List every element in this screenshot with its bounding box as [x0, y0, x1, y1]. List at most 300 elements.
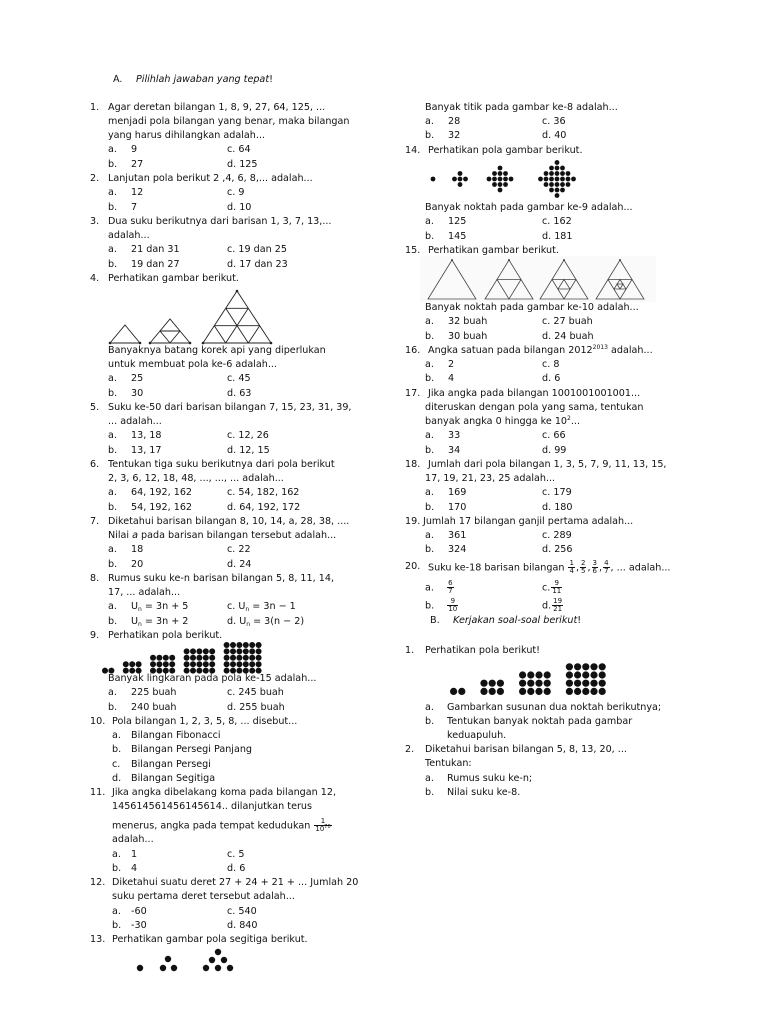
section-b-title	[453, 615, 581, 627]
section-b-letter: B.	[430, 615, 440, 626]
exponent: 2	[567, 415, 571, 422]
pattern-circle	[209, 655, 215, 661]
pattern-dot	[544, 671, 551, 678]
pattern-dot	[431, 177, 436, 182]
pattern-dot	[480, 688, 487, 695]
option-label: a.	[425, 216, 434, 227]
pattern-circle	[249, 642, 255, 648]
option-value: 34	[448, 445, 461, 456]
pattern-dot	[535, 680, 542, 687]
option-c: c. 54, 182, 162	[227, 487, 300, 498]
option-value: 169	[448, 487, 467, 498]
pattern-circle	[256, 655, 262, 661]
option-d: d. 64, 192, 172	[227, 502, 301, 513]
triangle-dot-pattern-figure	[130, 948, 250, 976]
numerator: 9	[554, 579, 560, 587]
question-number: 12.	[90, 877, 106, 888]
question-text: 2, 3, 6, 12, 18, 48, ..., ..., ... adalah...	[108, 473, 284, 484]
option-c: c. 12, 26	[227, 430, 269, 441]
question-text: ... adalah...	[108, 416, 162, 427]
pattern-dot	[498, 188, 503, 193]
option-b	[425, 598, 459, 615]
pattern-circle	[256, 642, 262, 648]
option-label: a.	[425, 582, 434, 594]
pattern-circle	[150, 655, 156, 661]
option-value: 25	[131, 373, 144, 384]
option-label: b.	[108, 502, 118, 513]
question-text: diteruskan dengan pola yang sama, tentukan	[425, 402, 644, 413]
pattern-dot	[549, 171, 554, 176]
pattern-circle	[249, 655, 255, 661]
option-value: 2	[448, 359, 455, 370]
pattern-circle	[123, 661, 129, 667]
question-number: 8.	[90, 573, 100, 584]
u-symbol: U	[131, 616, 139, 627]
option-d: d. 256	[542, 544, 573, 555]
pattern-dot	[489, 688, 496, 695]
option-value: 54, 192, 162	[131, 502, 193, 513]
pattern-dot	[566, 671, 573, 678]
question-number: 7.	[90, 516, 100, 527]
pattern-circle	[249, 661, 255, 667]
question-text: Diketahui barisan bilangan 8, 10, 14, a, 28, 38, ....	[108, 516, 350, 527]
denominator: 6	[592, 567, 598, 575]
pattern-dot	[519, 680, 526, 687]
pattern-circle	[184, 655, 190, 661]
option-value: 18	[131, 544, 144, 555]
u-symbol: d. U	[227, 616, 247, 627]
option-label: b.	[425, 716, 435, 727]
section-a-letter: A.	[113, 74, 123, 85]
pattern-dot	[560, 188, 565, 193]
option-a	[425, 580, 455, 597]
option-value: 27	[131, 159, 144, 170]
pattern-circle	[203, 655, 209, 661]
question-number: 9.	[90, 630, 100, 641]
pattern-circle	[136, 661, 142, 667]
formula: = 3n + 2	[141, 616, 189, 627]
pattern-dot	[519, 688, 526, 695]
option-value: 30 buah	[448, 331, 488, 342]
pattern-dot	[549, 166, 554, 171]
option-label: a.	[112, 906, 121, 917]
nested-triangle-figure	[420, 256, 656, 302]
question-text	[112, 818, 333, 833]
fraction	[447, 598, 458, 613]
pattern-dot	[549, 177, 554, 182]
option-label: a.	[425, 316, 434, 327]
question-text: Tentukan tiga suku berikutnya dari pola berikut	[108, 459, 335, 470]
pattern-dot	[497, 680, 504, 687]
option-value: 21 dan 31	[131, 244, 180, 255]
pattern-dot	[566, 663, 573, 670]
option-label: a.	[108, 144, 117, 155]
option-label: a.	[112, 730, 121, 741]
question-text: Diketahui suatu deret 27 + 24 + 21 + ... Jumlah 20	[112, 877, 359, 888]
question-text: Agar deretan bilangan 1, 8, 9, 27, 64, 125, ...	[108, 102, 326, 113]
question-text: Suku ke-18 barisan bilangan $\frac{1}{4}$ , $\frac{2}{5}$ , $\frac{3}{6}$ , $\frac{4}{7}$ , ... adalah...	[428, 559, 671, 575]
pattern-circle	[169, 661, 175, 667]
pattern-circle	[163, 661, 169, 667]
pattern-dot	[574, 688, 581, 695]
text-part: adalah...	[607, 345, 653, 356]
fraction	[580, 560, 586, 575]
denominator	[314, 825, 331, 833]
pattern-circle	[190, 661, 196, 667]
option-value: 225 buah	[131, 687, 177, 698]
option-label: b.	[425, 445, 435, 456]
option-d: d. 840	[227, 920, 258, 931]
text-part: ...	[570, 416, 581, 427]
option-label: c.	[112, 759, 121, 770]
option-label: a.	[425, 430, 434, 441]
option-label: b.	[425, 787, 435, 798]
pattern-dot	[555, 166, 560, 171]
text-part: Nilai	[108, 530, 133, 541]
numerator: 1	[569, 559, 574, 567]
option-d: d. 255 buah	[227, 702, 285, 713]
pattern-dot	[582, 688, 589, 695]
option-d	[227, 616, 304, 628]
pattern-circle	[203, 648, 209, 654]
denominator: 21	[553, 605, 563, 613]
question-number: 20.	[405, 561, 421, 572]
pattern-circle	[224, 648, 230, 654]
pattern-circle	[156, 661, 162, 667]
pattern-dot	[519, 671, 526, 678]
numerator: 2	[581, 559, 586, 567]
option-value: Tentukan banyak noktah pada gambar	[447, 716, 633, 727]
option-value: -30	[131, 920, 147, 931]
option-label: a.	[425, 487, 434, 498]
pattern-dot	[549, 188, 554, 193]
formula: = 3(n − 2)	[250, 616, 305, 627]
fraction	[592, 560, 598, 575]
pattern-dot	[574, 671, 581, 678]
pattern-dot	[450, 688, 457, 695]
option-label: b.	[112, 863, 122, 874]
option-value: 28	[448, 116, 461, 127]
option-c: c. 9	[227, 187, 245, 198]
pattern-dot	[566, 680, 573, 687]
u-symbol: c. U	[227, 601, 246, 612]
pattern-dot	[544, 171, 549, 176]
circle-rectangle-pattern-figure	[100, 642, 290, 676]
pattern-dot	[549, 182, 554, 187]
pattern-circle	[224, 642, 230, 648]
pattern-dot	[535, 688, 542, 695]
denominator: 11	[552, 587, 562, 595]
matchstick-triangle-figure	[105, 285, 285, 347]
pattern-circle	[236, 661, 242, 667]
option-label: b.	[425, 231, 435, 242]
pattern-circle	[169, 655, 175, 661]
option-d: d. 10	[227, 202, 252, 213]
option-c: c. 66	[542, 430, 566, 441]
pattern-circle	[236, 655, 242, 661]
pattern-dot	[555, 182, 560, 187]
pattern-dot	[492, 177, 497, 182]
formula: = 3n − 1	[249, 601, 296, 612]
option-label: b.	[108, 702, 118, 713]
option-label: b.	[108, 202, 118, 213]
option-value: 361	[448, 530, 467, 541]
question-text: Tentukan:	[425, 758, 472, 769]
question-text	[425, 416, 580, 428]
question-text: Jumlah dari pola bilangan 1, 3, 5, 7, 9, 11, 13, 15,	[428, 459, 667, 470]
option-c	[542, 580, 563, 597]
option-label: b.	[112, 744, 122, 755]
option-label: b.	[425, 600, 435, 612]
pattern-dot	[458, 688, 465, 695]
option-d: d. 180	[542, 502, 573, 513]
question-number: 18.	[405, 459, 421, 470]
question-text: suku pertama deret tersebut adalah...	[112, 891, 295, 902]
option-c: c. 5	[227, 849, 245, 860]
option-value: 4	[131, 863, 138, 874]
question-text: Lanjutan pola berikut 2 ,4, 6, 8,... adalah...	[108, 173, 313, 184]
option-d: d. 24	[227, 559, 252, 570]
question-number: 19.	[405, 516, 421, 527]
pattern-circle	[209, 648, 215, 654]
diamond-dot-pattern-figure	[425, 158, 595, 200]
pattern-dot	[492, 171, 497, 176]
question-number: 1.	[90, 102, 100, 113]
pattern-circle	[249, 648, 255, 654]
question-text: Jumlah 17 bilangan ganjil pertama adalah...	[423, 516, 634, 527]
pattern-dot	[555, 193, 560, 198]
option-label: a.	[108, 373, 117, 384]
option-c: c. 540	[227, 906, 257, 917]
section-b-excl: !	[577, 615, 582, 626]
fraction	[551, 580, 562, 595]
pattern-dot	[555, 171, 560, 176]
question-number: 2.	[405, 744, 415, 755]
variable-a: a	[132, 530, 138, 541]
option-c: c. 19 dan 25	[227, 244, 287, 255]
pattern-dot	[590, 688, 597, 695]
pattern-circle	[150, 661, 156, 667]
pattern-dot	[571, 177, 576, 182]
question-text: Perhatikan pola berikut.	[108, 630, 223, 641]
fraction	[314, 818, 331, 833]
base: 10	[315, 825, 325, 833]
pattern-dot	[555, 188, 560, 193]
pattern-dot	[492, 182, 497, 187]
pattern-dot	[566, 171, 571, 176]
option-d: d. 24 buah	[542, 331, 594, 342]
pattern-circle	[163, 655, 169, 661]
option-c: c. 36	[542, 116, 566, 127]
pattern-circle	[230, 642, 236, 648]
pattern-circle	[209, 661, 215, 667]
option-value: 9	[131, 144, 138, 155]
option-c: c. 245 buah	[227, 687, 284, 698]
pattern-dot	[463, 177, 468, 182]
option-d: d. 125	[227, 159, 258, 170]
option-value: keduapuluh.	[447, 730, 507, 741]
pattern-dot	[560, 177, 565, 182]
formula: = 3n + 5	[141, 601, 189, 612]
pattern-dot	[527, 688, 534, 695]
option-label: d.	[112, 773, 122, 784]
option-label: b.	[108, 616, 118, 627]
question-text: Rumus suku ke-n barisan bilangan 5, 8, 11, 14,	[108, 573, 335, 584]
subscript: n	[246, 621, 251, 628]
option-c: c. 22	[227, 544, 251, 555]
question-text: yang harus dihilangkan adalah...	[108, 130, 266, 141]
question-text	[428, 345, 653, 357]
option-value: 20	[131, 559, 144, 570]
text-part: Suku ke-18 barisan bilangan	[428, 562, 565, 574]
question-text: Perhatikan gambar pola segitiga berikut.	[112, 934, 308, 945]
option-d: d. 12, 15	[227, 445, 270, 456]
question-text: Jika angka pada bilangan 1001001001001...	[428, 388, 641, 399]
pattern-dot	[599, 663, 606, 670]
pattern-circle	[230, 648, 236, 654]
question-number: 5.	[90, 402, 100, 413]
subscript: n	[245, 606, 250, 613]
option-label: b.	[108, 445, 118, 456]
option-d: d. 181	[542, 231, 573, 242]
pattern-dot	[590, 663, 597, 670]
pattern-dot	[544, 680, 551, 687]
option-label: a.	[425, 702, 434, 713]
pattern-dot	[452, 177, 457, 182]
pattern-dot	[458, 177, 463, 182]
text-part: Angka satuan pada bilangan 2012	[428, 345, 593, 356]
option-label: c.	[542, 582, 551, 594]
option-label: a.	[108, 487, 117, 498]
option-value: Nilai suku ke-8.	[447, 787, 521, 798]
pattern-circle	[224, 661, 230, 667]
pattern-dot	[489, 680, 496, 687]
pattern-dot	[560, 166, 565, 171]
question-text: Perhatikan gambar berikut.	[108, 273, 239, 284]
option-c	[227, 601, 296, 613]
pattern-dot	[582, 671, 589, 678]
option-label: a.	[108, 430, 117, 441]
question-text: adalah...	[112, 834, 154, 845]
option-value: 170	[448, 502, 467, 513]
question-text: Banyak noktah pada gambar ke-9 adalah...	[425, 202, 633, 213]
question-number: 2.	[90, 173, 100, 184]
option-c: c. 64	[227, 144, 251, 155]
option-label: b.	[425, 544, 435, 555]
option-label: a.	[108, 187, 117, 198]
pattern-dot	[574, 663, 581, 670]
option-value: 240 buah	[131, 702, 177, 713]
option-value: 32 buah	[448, 316, 488, 327]
question-number: 15.	[405, 245, 421, 256]
question-number: 16.	[405, 345, 421, 356]
pattern-circle	[190, 648, 196, 654]
option-c: c. 162	[542, 216, 572, 227]
option-value: 19 dan 27	[131, 259, 180, 270]
question-text: Diketahui barisan bilangan 5, 8, 13, 20, ...	[425, 744, 627, 755]
option-label: a.	[425, 530, 434, 541]
option-value: 33	[448, 430, 461, 441]
option-value: -60	[131, 906, 147, 917]
pattern-circle	[196, 648, 202, 654]
question-number: 3.	[90, 216, 100, 227]
pattern-dot	[503, 182, 508, 187]
pattern-circle	[236, 648, 242, 654]
pattern-dot	[582, 663, 589, 670]
question-text: 17, ... adalah...	[108, 587, 181, 598]
pattern-dot	[599, 680, 606, 687]
option-value: 4	[448, 373, 455, 384]
option-c: c. 289	[542, 530, 572, 541]
question-text: Perhatikan pola gambar berikut.	[428, 145, 583, 156]
pattern-circle	[184, 648, 190, 654]
question-text: Jika angka dibelakang koma pada bilangan 12,	[112, 787, 337, 798]
question-text: Pola bilangan 1, 2, 3, 5, 8, ... disebut...	[112, 716, 298, 727]
exponent: 2013	[592, 344, 608, 351]
pattern-dot	[498, 182, 503, 187]
pattern-dot	[582, 680, 589, 687]
question-number: 10.	[90, 716, 106, 727]
question-text: Perhatikan pola berikut!	[425, 645, 541, 656]
pattern-dot	[487, 177, 492, 182]
pattern-dot	[574, 680, 581, 687]
option-value	[131, 601, 188, 613]
option-value: 1	[131, 849, 138, 860]
question-text: Perhatikan gambar berikut.	[428, 245, 559, 256]
option-d: d. 6	[542, 373, 561, 384]
pattern-circle	[190, 655, 196, 661]
option-d: d. 63	[227, 388, 252, 399]
option-label: a.	[108, 601, 117, 612]
option-value: 125	[448, 216, 467, 227]
option-c: c. 179	[542, 487, 572, 498]
pattern-dot	[544, 688, 551, 695]
section-b-title-text: Kerjakan soal-soal berikut	[453, 615, 578, 626]
question-text: Banyak titik pada gambar ke-8 adalah...	[425, 102, 618, 113]
option-value: 7	[131, 202, 138, 213]
question-number: 17.	[405, 388, 421, 399]
pattern-dot	[566, 688, 573, 695]
pattern-dot	[458, 171, 463, 176]
exponent: 70	[324, 824, 331, 830]
option-label: a.	[112, 849, 121, 860]
option-label: b.	[425, 331, 435, 342]
option-label: b.	[108, 388, 118, 399]
option-c: c. 27 buah	[542, 316, 593, 327]
pattern-dot	[458, 182, 463, 187]
option-value: 12	[131, 187, 144, 198]
option-d: d. 6	[227, 863, 246, 874]
option-value: 324	[448, 544, 467, 555]
pattern-dot	[566, 182, 571, 187]
pattern-dot	[599, 688, 606, 695]
option-label: a.	[108, 544, 117, 555]
subscript: n	[138, 606, 142, 613]
pattern-dot	[555, 177, 560, 182]
u-symbol: U	[131, 601, 139, 612]
question-text: 17, 19, 21, 23, 25 adalah...	[425, 473, 556, 484]
numerator: 19	[553, 597, 563, 605]
option-label: a.	[425, 116, 434, 127]
pattern-dot	[527, 671, 534, 678]
denominator: 4	[569, 567, 574, 575]
option-d: d. 40	[542, 130, 567, 141]
option-d: d. 17 dan 23	[227, 259, 288, 270]
option-value: 32	[448, 130, 461, 141]
option-value: Bilangan Fibonacci	[131, 730, 221, 741]
fraction	[568, 560, 574, 575]
option-label: b.	[425, 373, 435, 384]
